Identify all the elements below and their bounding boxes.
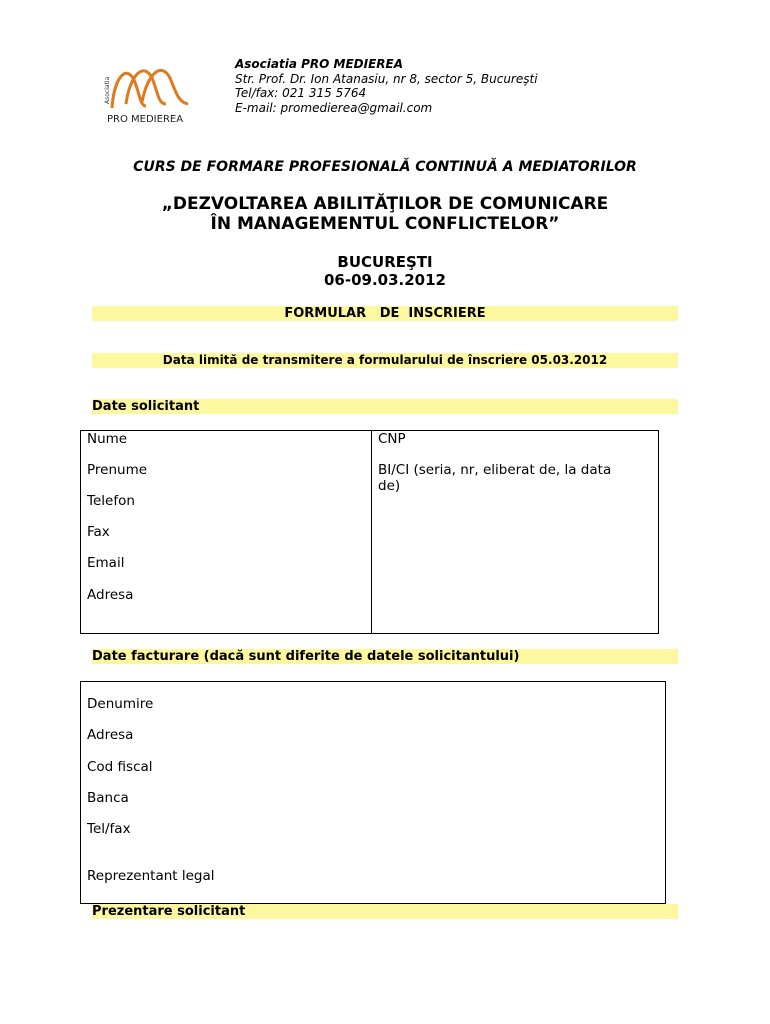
applicant-data-table <box>80 430 659 634</box>
field-adresa[interactable]: Adresa <box>87 587 134 603</box>
organization-address: Str. Prof. Dr. Ion Atanasiu, nr 8, sector 5, Bucureşti <box>235 71 538 86</box>
field-prenume[interactable]: Prenume <box>87 462 148 478</box>
main-title-line-2: ÎN MANAGEMENTUL CONFLICTELOR” <box>210 214 560 234</box>
field-fax[interactable]: Fax <box>87 524 110 540</box>
field-cnp[interactable]: CNP <box>378 431 406 447</box>
deadline-notice: Data limită de transmitere a formularului de înscriere 05.03.2012 <box>92 353 678 368</box>
field-banca[interactable]: Banca <box>87 790 129 806</box>
location-dates: 06-09.03.2012 <box>324 271 446 289</box>
location <box>0 253 770 289</box>
field-nume[interactable]: Nume <box>87 431 128 447</box>
presentation-section-heading: Prezentare solicitant <box>92 904 678 919</box>
applicant-left-cell <box>81 431 372 633</box>
field-denumire[interactable]: Denumire <box>87 696 154 712</box>
field-cod-fiscal[interactable]: Cod fiscal <box>87 759 153 775</box>
field-bi-ci[interactable]: BI/CI (seria, nr, eliberat de, la data de) <box>378 462 612 494</box>
field-billing-adresa[interactable]: Adresa <box>87 727 134 743</box>
svg-text:PRO MEDIEREA: PRO MEDIEREA <box>107 114 184 125</box>
organization-telfax: Tel/fax: 021 315 5764 <box>235 86 367 100</box>
course-title: CURS DE FORMARE PROFESIONALĂ CONTINUĂ A MEDIATORILOR <box>133 159 637 175</box>
field-tel-fax[interactable]: Tel/fax <box>87 821 131 837</box>
pro-medierea-logo <box>100 58 200 126</box>
field-reprezentant-legal[interactable]: Reprezentant legal <box>87 868 215 884</box>
billing-data-table <box>80 681 666 904</box>
organization-info <box>235 57 538 115</box>
main-title <box>0 194 770 234</box>
applicant-section-heading: Date solicitant <box>92 399 678 414</box>
main-title-line-1: „DEZVOLTAREA ABILITĂŢILOR DE COMUNICARE <box>161 194 609 214</box>
location-city: BUCUREŞTI <box>337 253 433 271</box>
billing-section-heading: Date facturare (dacă sunt diferite de datele solicitantului) <box>92 649 678 664</box>
field-email[interactable]: Email <box>87 555 125 571</box>
organization-name: Asociatia PRO MEDIEREA <box>235 57 404 71</box>
svg-text:Asociatia: Asociatia <box>104 76 111 104</box>
form-title: FORMULAR DE INSCRIERE <box>92 306 678 321</box>
organization-email[interactable]: E-mail: promedierea@gmail.com <box>235 100 433 115</box>
field-telefon[interactable]: Telefon <box>87 493 135 509</box>
logo-wave-icon <box>100 58 200 126</box>
